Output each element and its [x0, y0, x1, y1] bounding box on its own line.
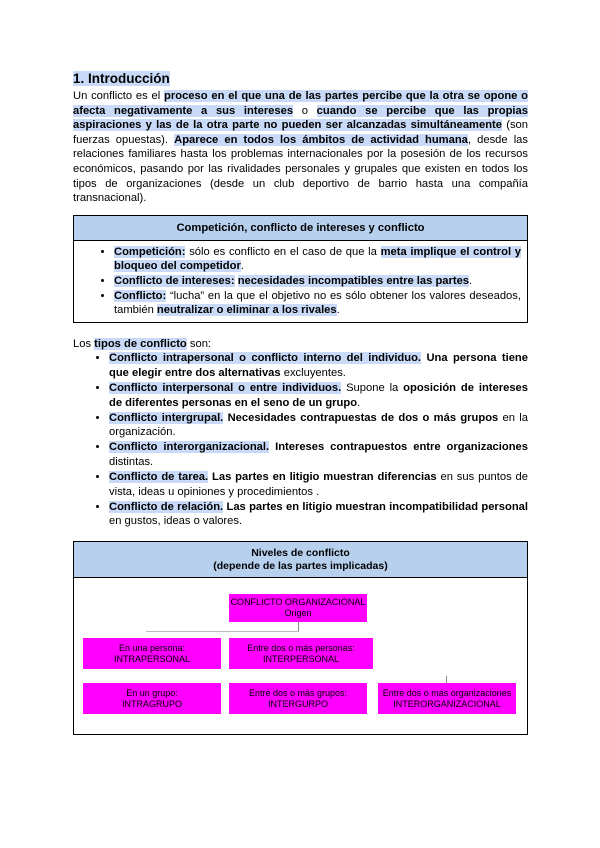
section-heading: 1. Introducción: [73, 71, 170, 86]
competition-box-title: Competición, conflicto de intereses y conflicto: [74, 216, 527, 241]
competition-box: [73, 215, 528, 323]
list-item: • Conflicto de tarea. Las partes en litigio muestran diferencias en sus puntos de vista, ideas u opiniones y procedimientos .: [109, 470, 528, 499]
node-interorganizacional: Entre dos o más organizaciones INTERORGANIZACIONAL: [378, 683, 516, 714]
types-intro: Los tipos de conflicto son:: [73, 337, 212, 350]
document-body: [73, 70, 528, 529]
list-item: • Conflicto de relación. Las partes en litigio muestran incompatibilidad personal en gustos, ideas o valores.: [109, 500, 528, 529]
competition-list: [74, 241, 527, 322]
list-item: • Conflicto intrapersonal o conflicto interno del individuo. Una persona tiene que elegir entre dos alternativas excluyentes.: [109, 351, 528, 380]
list-item: • Conflicto intergrupal. Necesidades contrapuestas de dos o más grupos en la organización.: [109, 411, 528, 440]
diagram-title-main: Niveles de conflicto: [251, 547, 350, 559]
list-item: • Conflicto interorganizacional. Intereses contrapuestos entre organizaciones distintas.: [109, 440, 528, 469]
list-item: • Competición: sólo es conflicto en el caso de que la meta implique el control y bloqueo del competidor.: [114, 245, 521, 274]
list-item: • Conflicto interpersonal o entre individuos. Supone la oposición de intereses de diferentes personas en el seno de un grupo.: [109, 381, 528, 410]
intro-paragraph: Un conflicto es el proceso en el que una de las partes percibe que la otra se opone o afecta negativamente a sus intereses o cuando se percibe que las propias aspiraciones y las de la otra parte no pueden ser alcanzadas simultáneamente (son fuerzas opuestas). Aparece en todos los ámbitos de actividad humana, desde las relaciones familiares hasta los problemas internacionales por la posesión de los recursos económicos, pasando por las rivalidades personales y grupales que existen en todos los tipos de organizaciones (desde un club deportivo de barrio hasta una compañía transnacional).: [73, 90, 528, 205]
connector-line: [298, 621, 299, 631]
diagram-title-sub: (depende de las partes implicadas): [213, 560, 388, 572]
root-node: CONFLICTO ORGANIZACIONAL Origen: [229, 594, 367, 622]
diagram-title: [74, 542, 527, 578]
conflict-types-list: [73, 351, 528, 529]
conflict-levels-diagram: [73, 541, 528, 735]
list-item: • Conflicto: “lucha” en la que el objetivo no es sólo obtener los valores deseados, también neutralizar o eliminar a los rivales.: [114, 289, 521, 318]
connector-line: [146, 631, 299, 632]
node-intragrupo: En un grupo: INTRAGRUPO: [83, 683, 221, 714]
list-item: • Conflicto de intereses: necesidades incompatibles entre las partes.: [114, 274, 521, 289]
node-intrapersonal: En una persona: INTRAPERSONAL: [83, 638, 221, 669]
node-interpersonal: Entre dos o más personas: INTERPERSONAL: [229, 638, 373, 669]
node-intergrupo: Entre dos o más grupos: INTERGURPO: [229, 683, 367, 714]
